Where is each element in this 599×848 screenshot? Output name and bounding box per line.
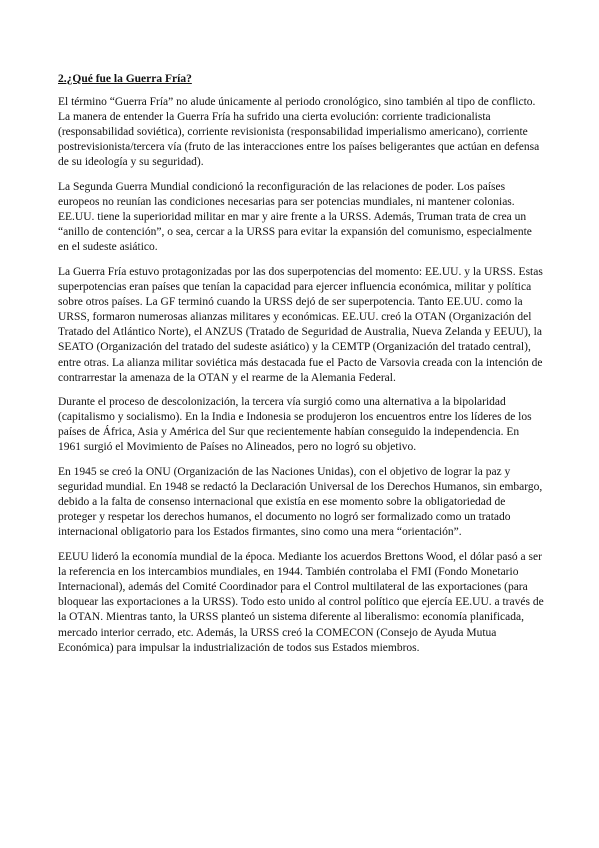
paragraph-economy: EEUU lideró la economía mundial de la época. Mediante los acuerdos Brettons Wood, el dólar pasó a ser la referencia en los intercambios mundiales, en 1944. También controlaba el FMI (Fondo Monetario Internacional), además del Comité Coordinador para el Control multilateral de las exportaciones (para bloquear las exportaciones a la URSS). Todo esto unido al control político que ejercía EE.UU. a través de la OTAN. Mientras tanto, la URSS planteó un sistema diferente al liberalismo: economía planificada, mercado interior cerrado, etc. Además, la URSS creó la COMECON (Consejo de Ayuda Mutua Económica) para impulsar la industrialización de todos sus Estados miembros. <box>58 551 544 654</box>
paragraph-second-world-war: La Segunda Guerra Mundial condicionó la reconfiguración de las relaciones de poder. Los países europeos no reunían las condiciones necesarias para ser potencias mundiales, ni mantener colonias. EE.UU. tiene la superioridad militar en mar y aire frente a la URSS. Además, Truman trata de crea un “anillo de contención”, o sea, cercar a la URSS para evitar la expansión del comunismo, especialmente en el sudeste asiático. <box>58 180 532 254</box>
paragraph-un: En 1945 se creó la ONU (Organización de las Naciones Unidas), con el objetivo de lograr la paz y seguridad mundial. En 1948 se redactó la Declaración Universal de los Derechos Humanos, sin embargo, debido a la falta de consenso internacional que existía en ese momento sobre la obligatoriedad de proteger y respetar los derechos humanos, el documento no logró ser formalizado como un tratado internacional obligatorio para los Estados firmantes, sino como una mera “orientación”. <box>58 466 543 539</box>
paragraph-superpowers: La Guerra Fría estuvo protagonizadas por las dos superpotencias del momento: EE.UU. y la URSS. Estas superpotencias eran países que tenían la capacidad para ejercer influencia económica, militar y política sobre otros países. La GF terminó cuando la URSS dejó de ser superpotencia. Tanto EE.UU. como la URSS, formaron numerosas alianzas militares y económicas. EE.UU. creó la OTAN (Organización del Tratado del Atlántico Norte), el ANZUS (Tratado de Seguridad de Australia, Nueva Zelanda y EEUU), la SEATO (Organización del tratado del sudeste asiático) y la CEMTP (Organización del tratado central), entre otras. La alianza militar soviética más destacada fue el Pacto de Varsovia creada con la intención de contrarrestar la amenaza de la OTAN y el rearme de la Alemania Federal. <box>58 265 543 384</box>
paragraph-definition: El término “Guerra Fría” no alude únicamente al periodo cronológico, sino también al tipo de conflicto. La manera de entender la Guerra Fría ha sufrido una cierta evolución: corriente tradicionalista (responsabilidad soviética), corriente revisionista (responsabilidad imperialismo americano), corriente postrevisionista/tercera vía (fruto de las interacciones entre los países beligerantes que actúan en defensa de su ideología y su seguridad). <box>58 96 540 169</box>
paragraph-decolonization: Durante el proceso de descolonización, la tercera vía surgió como una alternativa a la bipolaridad (capitalismo y socialismo). En la India e Indonesia se produjeron los encuentros entre los líderes de los países de África, Asia y América del Sur que recientemente habían conseguido la independencia. En 1961 surgió el Movimiento de Países no Alineados, pero no logró su objetivo. <box>58 396 532 454</box>
section-heading: 2.¿Qué fue la Guerra Fría? <box>58 73 192 85</box>
document-page <box>58 72 544 665</box>
